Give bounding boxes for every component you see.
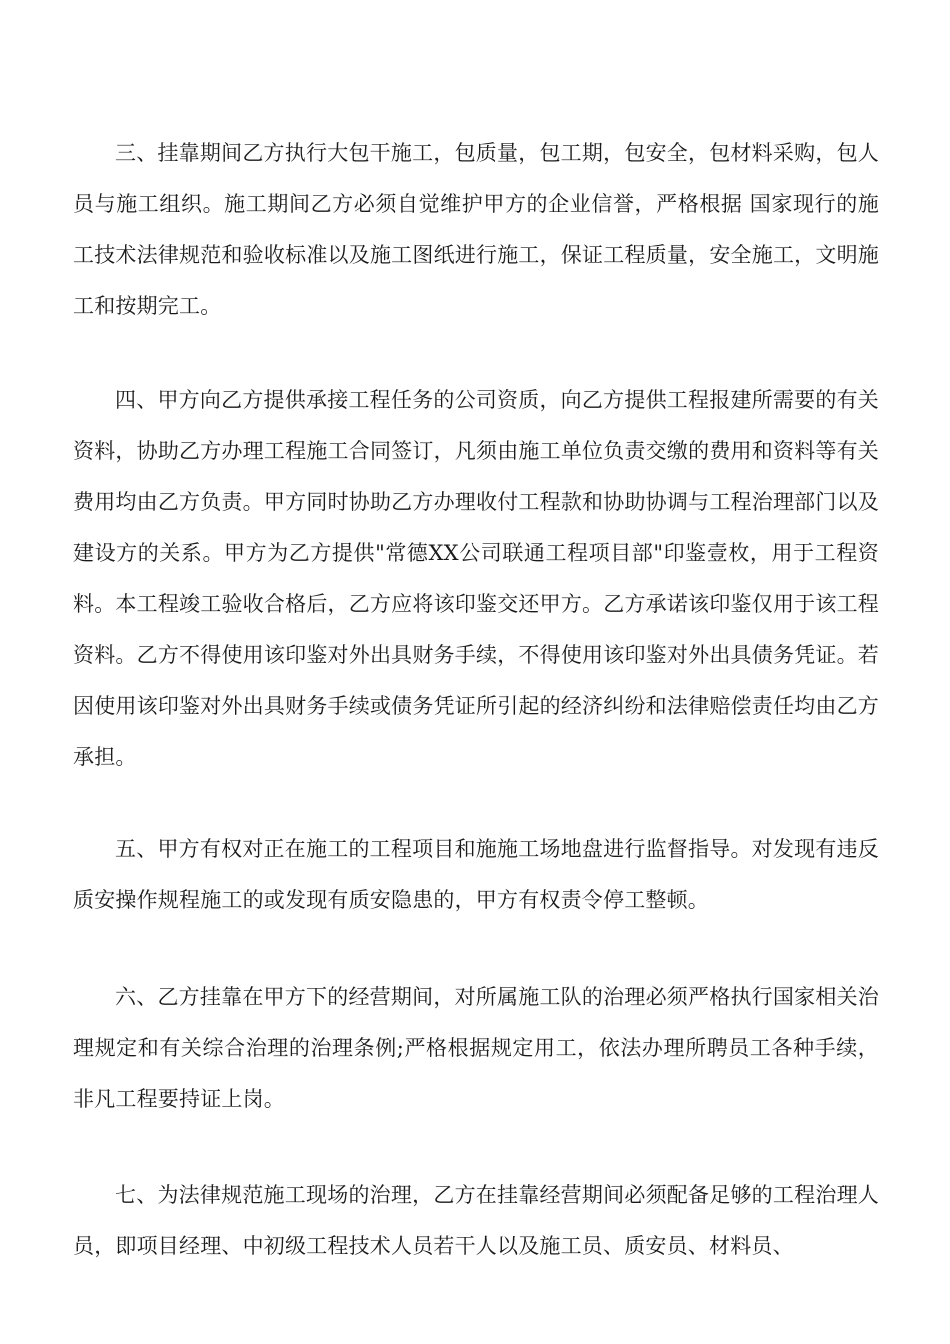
clause-3-paragraph: 三、挂靠期间乙方执行大包干施工，包质量，包工期，包安全，包材料采购，包人员与施工组织。施工期间乙方必须自觉维护甲方的企业信誉，严格根据 国家现行的施工技术法律规范和验收标准以及施工图纸进行施工，保证工程质量，安全施工，文明施工和按期完工。	[73, 141, 879, 318]
clause-7-paragraph: 七、为法律规范施工现场的治理，乙方在挂靠经营期间必须配备足够的工程治理人员，即项目经理、中初级工程技术人员若干人以及施工员、质安员、材料员、	[73, 1183, 879, 1258]
clause-6-paragraph: 六、乙方挂靠在甲方下的经营期间，对所属施工队的治理必须严格执行国家相关治理规定和有关综合治理的治理条例;严格根据规定用工，依法办理所聘员工各种手续，非凡工程要持证上岗。	[73, 985, 879, 1111]
clause-5-paragraph: 五、甲方有权对正在施工的工程项目和施施工场地盘进行监督指导。对发现有违反质安操作规程施工的或发现有质安隐患的，甲方有权责令停工整顿。	[73, 837, 879, 912]
clause-4-paragraph: 四、甲方向乙方提供承接工程任务的公司资质，向乙方提供工程报建所需要的有关资料，协助乙方办理工程施工合同签订，凡须由施工单位负责交缴的费用和资料等有关费用均由乙方负责。甲方同时协助乙方办理收付工程款和协助协调与工程治理部门以及建设方的关系。甲方为乙方提供"常德XX公司联通工程项目部"印鉴壹枚，用于工程资料。本工程竣工验收合格后，乙方应将该印鉴交还甲方。乙方承诺该印鉴仅用于该工程资料。乙方不得使用该印鉴对外出具财务手续，不得使用该印鉴对外出具债务凭证。若因使用该印鉴对外出具财务手续或债务凭证所引起的经济纠纷和法律赔偿责任均由乙方承担。	[73, 388, 879, 769]
